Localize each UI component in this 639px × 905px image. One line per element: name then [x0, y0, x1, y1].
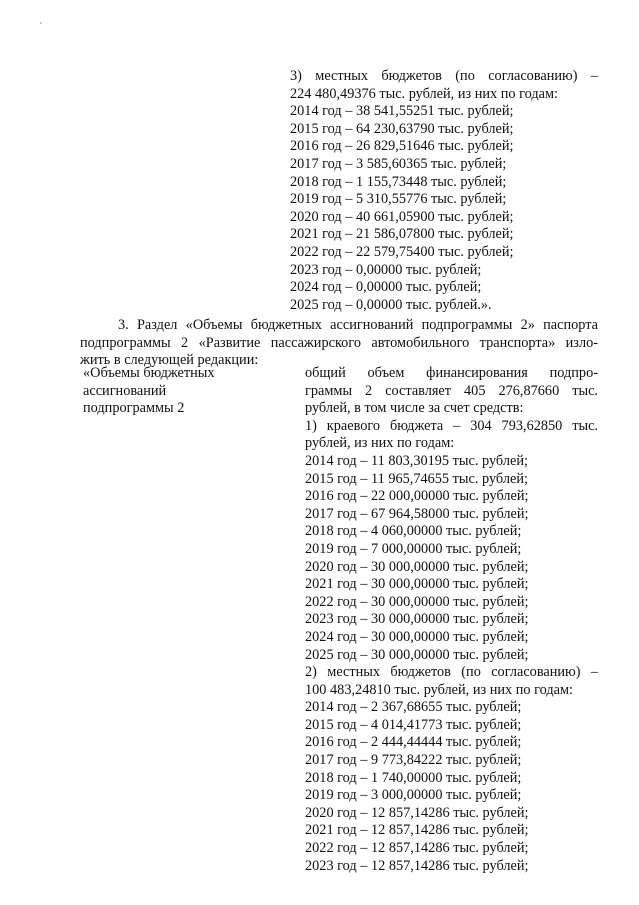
label-line: подпрограммы 2	[83, 400, 185, 417]
local-budget-intro-line: 3) местных бюджетов (по согласованию) –	[290, 68, 598, 84]
local-year-line: 2014 год – 2 367,68655 тыс. рублей;	[305, 699, 522, 716]
regional-year-line: 2020 год – 30 000,00000 тыс. рублей;	[305, 558, 529, 575]
value-intro-line: рублей, в том числе за счет средств:	[305, 400, 524, 417]
regional-year-line: 2015 год – 11 965,74655 тыс. рублей;	[305, 470, 528, 487]
amendment-paragraph	[80, 317, 598, 370]
scan-speck	[40, 22, 42, 24]
year-line: 2016 год – 26 829,51646 тыс. рублей;	[290, 138, 514, 155]
regional-year-line: 2024 год – 30 000,00000 тыс. рублей;	[305, 628, 529, 645]
year-line: 2023 год – 0,00000 тыс. рублей;	[290, 261, 482, 278]
year-line: 2022 год – 22 579,75400 тыс. рублей;	[290, 243, 514, 260]
regional-year-line: 2017 год – 67 964,58000 тыс. рублей;	[305, 505, 529, 522]
label-line: «Объемы бюджетных	[83, 365, 215, 381]
paragraph-line: жить в следующей редакции:	[80, 352, 259, 369]
passport-label-cell	[83, 365, 283, 418]
local-year-line: 2020 год – 12 857,14286 тыс. рублей;	[305, 804, 529, 821]
regional-year-line: 2021 год – 30 000,00000 тыс. рублей;	[305, 576, 529, 593]
paragraph-line: подпрограммы 2 «Развитие пассажирского автомобильного транспорта» изло-	[80, 334, 598, 351]
local-intro-line: 100 483,24810 тыс. рублей, из них по годам:	[305, 681, 573, 698]
regional-year-line: 2019 год – 7 000,00000 тыс. рублей;	[305, 540, 522, 557]
local-intro-line: 2) местных бюджетов (по согласованию) –	[305, 664, 598, 681]
local-year-line: 2019 год – 3 000,00000 тыс. рублей;	[305, 787, 522, 804]
year-line: 2021 год – 21 586,07800 тыс. рублей;	[290, 226, 514, 243]
local-year-line: 2016 год – 2 444,44444 тыс. рублей;	[305, 734, 522, 751]
local-year-line: 2021 год – 12 857,14286 тыс. рублей;	[305, 822, 529, 839]
year-line: 2024 год – 0,00000 тыс. рублей;	[290, 279, 482, 296]
year-line: 2020 год – 40 661,05900 тыс. рублей;	[290, 208, 514, 225]
regional-year-line: 2018 год – 4 060,00000 тыс. рублей;	[305, 523, 522, 540]
passport-value-cell	[305, 365, 598, 875]
local-year-line: 2015 год – 4 014,41773 тыс. рублей;	[305, 716, 522, 733]
year-line: 2019 год – 5 310,55776 тыс. рублей;	[290, 191, 507, 208]
local-budget-block	[290, 68, 598, 314]
year-line: 2015 год – 64 230,63790 тыс. рублей;	[290, 120, 514, 137]
regional-year-line: 2016 год – 22 000,00000 тыс. рублей;	[305, 488, 529, 505]
local-year-line: 2017 год – 9 773,84222 тыс. рублей;	[305, 752, 522, 769]
year-line: 2018 год – 1 155,73448 тыс. рублей;	[290, 173, 507, 190]
local-budget-intro-line: 224 480,49376 тыс. рублей, из них по годам:	[290, 85, 558, 102]
local-year-line: 2023 год – 12 857,14286 тыс. рублей;	[305, 857, 529, 874]
label-line: ассигнований	[83, 382, 167, 399]
value-intro-line: граммы 2 составляет 405 276,87660 тыс.	[305, 382, 598, 399]
year-line: 2017 год – 3 585,60365 тыс. рублей;	[290, 155, 507, 172]
paragraph-line: 3. Раздел «Объемы бюджетных ассигнований подпрограммы 2» паспорта	[118, 317, 598, 333]
regional-year-line: 2014 год – 11 803,30195 тыс. рублей;	[305, 452, 528, 469]
value-intro-line: 1) краевого бюджета – 304 793,62850 тыс.	[305, 417, 598, 434]
regional-year-line: 2023 год – 30 000,00000 тыс. рублей;	[305, 611, 529, 628]
year-line: 2014 год – 38 541,55251 тыс. рублей;	[290, 103, 514, 120]
value-intro-line: общий объем финансирования подпро-	[305, 365, 598, 381]
value-intro-line: рублей, из них по годам:	[305, 435, 455, 452]
year-line: 2025 год – 0,00000 тыс. рублей.».	[290, 296, 492, 313]
regional-year-line: 2022 год – 30 000,00000 тыс. рублей;	[305, 593, 529, 610]
local-year-line: 2022 год – 12 857,14286 тыс. рублей;	[305, 840, 529, 857]
local-year-line: 2018 год – 1 740,00000 тыс. рублей;	[305, 769, 522, 786]
regional-year-line: 2025 год – 30 000,00000 тыс. рублей;	[305, 646, 529, 663]
